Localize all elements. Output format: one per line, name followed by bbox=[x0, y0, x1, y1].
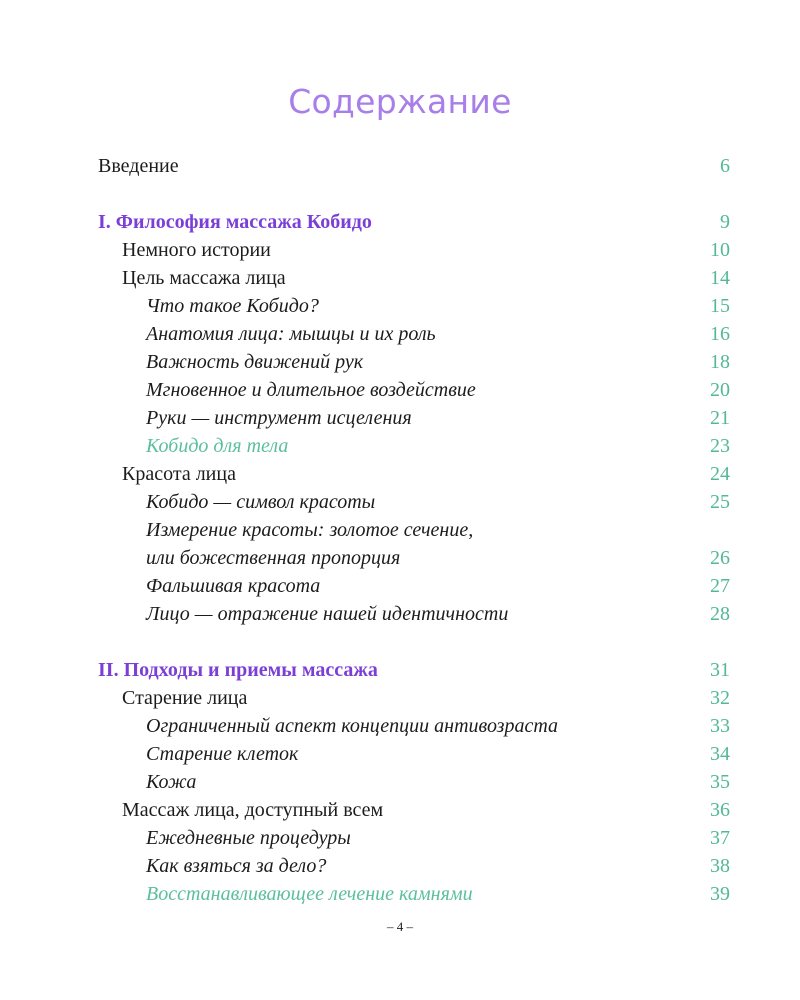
toc-entry-label: Ограниченный аспект концепции антивозраста bbox=[146, 715, 559, 737]
toc-entry bbox=[98, 264, 730, 292]
toc-entry-label: Лицо — отражение нашей идентичности bbox=[146, 603, 509, 625]
toc-entry-page: 16 bbox=[710, 323, 730, 345]
toc-entry-page: 24 bbox=[710, 463, 730, 485]
toc-subentry bbox=[98, 320, 730, 348]
toc-entry-label: Руки — инструмент исцеления bbox=[146, 407, 412, 429]
toc-subentry bbox=[98, 292, 730, 320]
toc-entry-page: 34 bbox=[710, 743, 730, 765]
toc-entry-label: Анатомия лица: мышцы и их роль bbox=[146, 323, 436, 345]
toc-entry-label: Измерение красоты: золотое сечение, bbox=[146, 519, 474, 541]
toc-entry-label: Кобидо для тела bbox=[146, 435, 289, 457]
toc-entry-page: 18 bbox=[710, 351, 730, 373]
toc-entry-label: Красота лица bbox=[122, 463, 236, 485]
toc-entry-label: Старение лица bbox=[122, 687, 248, 709]
toc-part-heading-2 bbox=[98, 656, 730, 684]
toc-entry-page: 36 bbox=[710, 799, 730, 821]
toc-entry-page: 39 bbox=[710, 883, 730, 905]
toc-subentry bbox=[98, 516, 730, 544]
toc-subentry bbox=[98, 488, 730, 516]
toc-entry-label: Как взяться за дело? bbox=[146, 855, 327, 877]
toc-subentry bbox=[98, 740, 730, 768]
toc-entry-page: 38 bbox=[710, 855, 730, 877]
toc-entry-page: 33 bbox=[710, 715, 730, 737]
toc-subentry-highlighted bbox=[98, 432, 730, 460]
toc-entry-page: 15 bbox=[710, 295, 730, 317]
toc-entry-label: Массаж лица, доступный всем bbox=[122, 799, 384, 821]
toc-entry-label: Мгновенное и длительное воздействие bbox=[146, 379, 476, 401]
toc-entry-label: Введение bbox=[98, 155, 179, 177]
toc-entry-label: Ежедневные процедуры bbox=[146, 827, 351, 849]
toc-subentry bbox=[98, 376, 730, 404]
toc-entry-page: 6 bbox=[720, 155, 730, 177]
toc-entry-page: 21 bbox=[710, 407, 730, 429]
toc-entry-page: 20 bbox=[710, 379, 730, 401]
toc-entry-intro bbox=[98, 152, 730, 180]
toc-entry-label: Восстанавливающее лечение камнями bbox=[146, 883, 473, 905]
toc-entry-label: Цель массажа лица bbox=[122, 267, 286, 289]
toc-entry-page: 26 bbox=[710, 547, 730, 569]
toc-entry-page: 14 bbox=[710, 267, 730, 289]
page-title: Содержание bbox=[288, 82, 512, 121]
toc-subentry bbox=[98, 768, 730, 796]
toc-subentry bbox=[98, 600, 730, 628]
toc-entry bbox=[98, 684, 730, 712]
toc-entry-label: Старение клеток bbox=[146, 743, 299, 765]
toc-subentry bbox=[98, 712, 730, 740]
table-of-contents bbox=[98, 152, 730, 908]
toc-entry-label: Кобидо — символ красоты bbox=[146, 491, 376, 513]
toc-entry-label: Немного истории bbox=[122, 239, 271, 261]
toc-entry-label: Важность движений рук bbox=[146, 351, 364, 373]
toc-subentry bbox=[98, 824, 730, 852]
toc-entry-page: 10 bbox=[710, 239, 730, 261]
toc-subentry bbox=[98, 404, 730, 432]
toc-entry-label: Что такое Кобидо? bbox=[146, 295, 319, 317]
toc-subentry-highlighted bbox=[98, 880, 730, 908]
toc-entry-page: 31 bbox=[710, 659, 730, 681]
spacer bbox=[98, 628, 730, 656]
toc-entry bbox=[98, 460, 730, 488]
toc-entry bbox=[98, 796, 730, 824]
toc-subentry bbox=[98, 852, 730, 880]
toc-subentry bbox=[98, 544, 730, 572]
toc-entry bbox=[98, 236, 730, 264]
toc-entry-page: 27 bbox=[710, 575, 730, 597]
toc-entry-label: Кожа bbox=[146, 771, 197, 793]
toc-entry-label: или божественная пропорция bbox=[146, 547, 401, 569]
toc-entry-page: 35 bbox=[710, 771, 730, 793]
spacer bbox=[98, 180, 730, 208]
toc-entry-page: 28 bbox=[710, 603, 730, 625]
toc-entry-page: 37 bbox=[710, 827, 730, 849]
toc-entry-label: II. Подходы и приемы массажа bbox=[98, 659, 378, 681]
toc-part-heading-1 bbox=[98, 208, 730, 236]
toc-entry-label: I. Философия массажа Кобидо bbox=[98, 211, 372, 233]
toc-entry-page: 32 bbox=[710, 687, 730, 709]
toc-entry-label: Фальшивая красота bbox=[146, 575, 321, 597]
toc-entry-page: 9 bbox=[720, 211, 730, 233]
page-number: – 4 – bbox=[387, 919, 413, 934]
toc-subentry bbox=[98, 572, 730, 600]
toc-entry-page: 25 bbox=[710, 491, 730, 513]
toc-subentry bbox=[98, 348, 730, 376]
toc-entry-page: 23 bbox=[710, 435, 730, 457]
